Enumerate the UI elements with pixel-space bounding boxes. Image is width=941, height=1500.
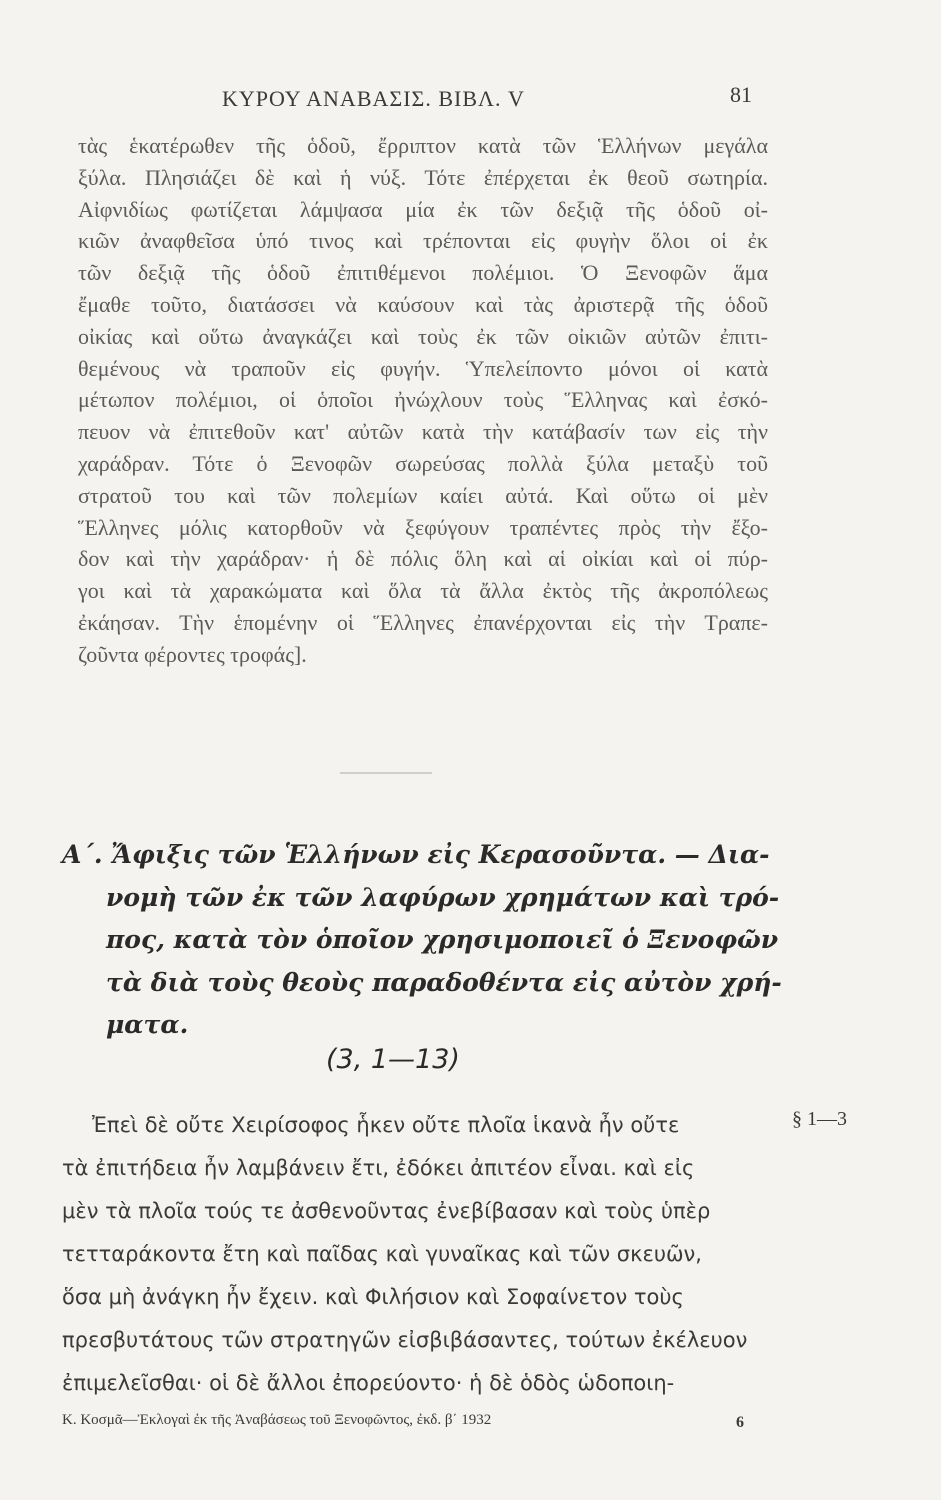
margin-reference: § 1—3 (792, 1108, 847, 1130)
heading-line: ματα. (106, 1010, 189, 1039)
text-line: ἐπιμελεῖσθαι· οἱ δὲ ἄλλοι ἐπορεύοντο· ἡ δὲ ὁδὸς ὡδοποιη- (62, 1371, 675, 1395)
section-reference: (3, 1—13) (326, 1044, 460, 1075)
summary-line: τῶν δεξιᾷ τῆς ὁδοῦ ἐπιτιθέμενοι πολέμιοι. Ὁ Ξενοφῶν ἅμα (78, 260, 768, 286)
summary-line: χαράδραν. Τότε ὁ Ξενοφῶν σωρεύσας πολλὰ ξύλα μεταξὺ τοῦ (78, 450, 768, 476)
heading-line: νομὴ τῶν ἐκ τῶν λαφύρων χρημάτων καὶ τρό- (106, 882, 780, 912)
summary-line: στρατοῦ του καὶ τῶν πολεμίων καίει αὐτά. Καὶ οὕτω οἱ μὲν (78, 482, 768, 508)
page-footer: Κ. Κοσμᾶ—Ἐκλογαὶ ἐκ τῆς Ἀναβάσεως τοῦ Ξενοφῶντος, ἐκδ. β΄ 1932 (62, 1412, 492, 1428)
text-line: τὰ ἐπιτήδεια ἦν λαμβάνειν ἔτι, ἐδόκει ἀπιτέον εἶναι. καὶ εἰς (62, 1156, 695, 1180)
running-head: ΚΥΡΟΥ ΑΝΑΒΑΣΙΣ. ΒΙΒΛ. V (222, 86, 525, 111)
summary-line: ζοῦντα φέροντες τροφάς]. (78, 641, 307, 667)
summary-line: μέτωπον πολέμιοι, οἱ ὁποῖοι ἠνώχλουν τοὺς Ἕλληνας καὶ ἐσκό- (78, 387, 768, 413)
heading-line: πος, κατὰ τὸν ὁποῖον χρησιμοποιεῖ ὁ Ξενοφῶν (106, 925, 779, 954)
page-number: 81 (730, 82, 752, 107)
section-divider (340, 772, 432, 774)
summary-line: ἔμαθε τοῦτο, διατάσσει νὰ καύσουν καὶ τὰς ἀριστερᾷ τῆς ὁδοῦ (78, 291, 768, 317)
summary-line: γοι καὶ τὰ χαρακώματα καὶ ὅλα τὰ ἄλλα ἐκτὸς τῆς ἀκροπόλεως (78, 578, 768, 604)
text-line: τετταράκοντα ἔτη καὶ παῖδας καὶ γυναῖκας καὶ τῶν σκευῶν, (62, 1242, 702, 1266)
signature-mark: 6 (736, 1414, 744, 1431)
text-line: μὲν τὰ πλοῖα τούς τε ἀσθενοῦντας ἐνεβίβασαν καὶ τοὺς ὑπὲρ (62, 1199, 711, 1223)
summary-line: τὰς ἑκατέρωθεν τῆς ὁδοῦ, ἔρριπτον κατὰ τῶν Ἑλλήνων μεγάλα (78, 133, 768, 158)
summary-line: δον καὶ τὴν χαράδραν· ἡ δὲ πόλις ὅλη καὶ αἱ οἰκίαι καὶ οἱ πύρ- (78, 546, 768, 572)
summary-line: ἐκάησαν. Τὴν ἑπομένην οἱ Ἕλληνες ἐπανέρχονται εἰς τὴν Τραπε- (78, 609, 768, 635)
text-line: πρεσβυτάτους τῶν στρατηγῶν εἰσβιβάσαντες, τούτων ἐκέλευον (62, 1328, 748, 1352)
summary-line: οἰκίας καὶ οὕτω ἀναγκάζει καὶ τοὺς ἐκ τῶν οἰκιῶν αὐτῶν ἐπιτι- (78, 323, 768, 349)
summary-line: ξύλα. Πλησιάζει δὲ καὶ ἡ νύξ. Τότε ἐπέρχεται ἐκ θεοῦ σωτηρία. (78, 164, 768, 190)
summary-paragraph (78, 130, 768, 671)
ancient-greek-text (62, 1104, 782, 1405)
summary-line: Αἰφνιδίως φωτίζεται λάμψασα μία ἐκ τῶν δεξιᾷ τῆς ὁδοῦ οἰ- (78, 196, 768, 222)
heading-line: Α΄. Ἄφιξις τῶν Ἑλλήνων εἰς Κερασοῦντα. — Δια- (62, 840, 770, 869)
summary-line: κιῶν ἀναφθεῖσα ὑπό τινος καὶ τρέπονται εἰς φυγὴν ὅλοι οἱ ἐκ (78, 228, 768, 254)
summary-line: Ἕλληνες μόλις κατορθοῦν νὰ ξεφύγουν τραπέντες πρὸς τὴν ἔξο- (78, 514, 768, 540)
section-heading (62, 834, 782, 1047)
heading-line: τὰ διὰ τοὺς θεοὺς παραδοθέντα εἰς αὐτὸν χρή- (106, 967, 782, 997)
summary-line: πευον νὰ ἐπιτεθοῦν κατ' αὐτῶν κατὰ τὴν κατάβασίν των εἰς τὴν (78, 419, 768, 445)
text-line: ὅσα μὴ ἀνάγκη ἦν ἔχειν. καὶ Φιλήσιον καὶ Σοφαίνετον τοὺς (62, 1285, 684, 1309)
summary-line: θεμένους νὰ τραποῦν εἰς φυγήν. Ὑπελείποντο μόνοι οἱ κατὰ (78, 355, 768, 381)
text-line: Ἐπεὶ δὲ οὔτε Χειρίσοφος ἧκεν οὔτε πλοῖα ἱκανὰ ἦν οὔτε (92, 1113, 680, 1137)
